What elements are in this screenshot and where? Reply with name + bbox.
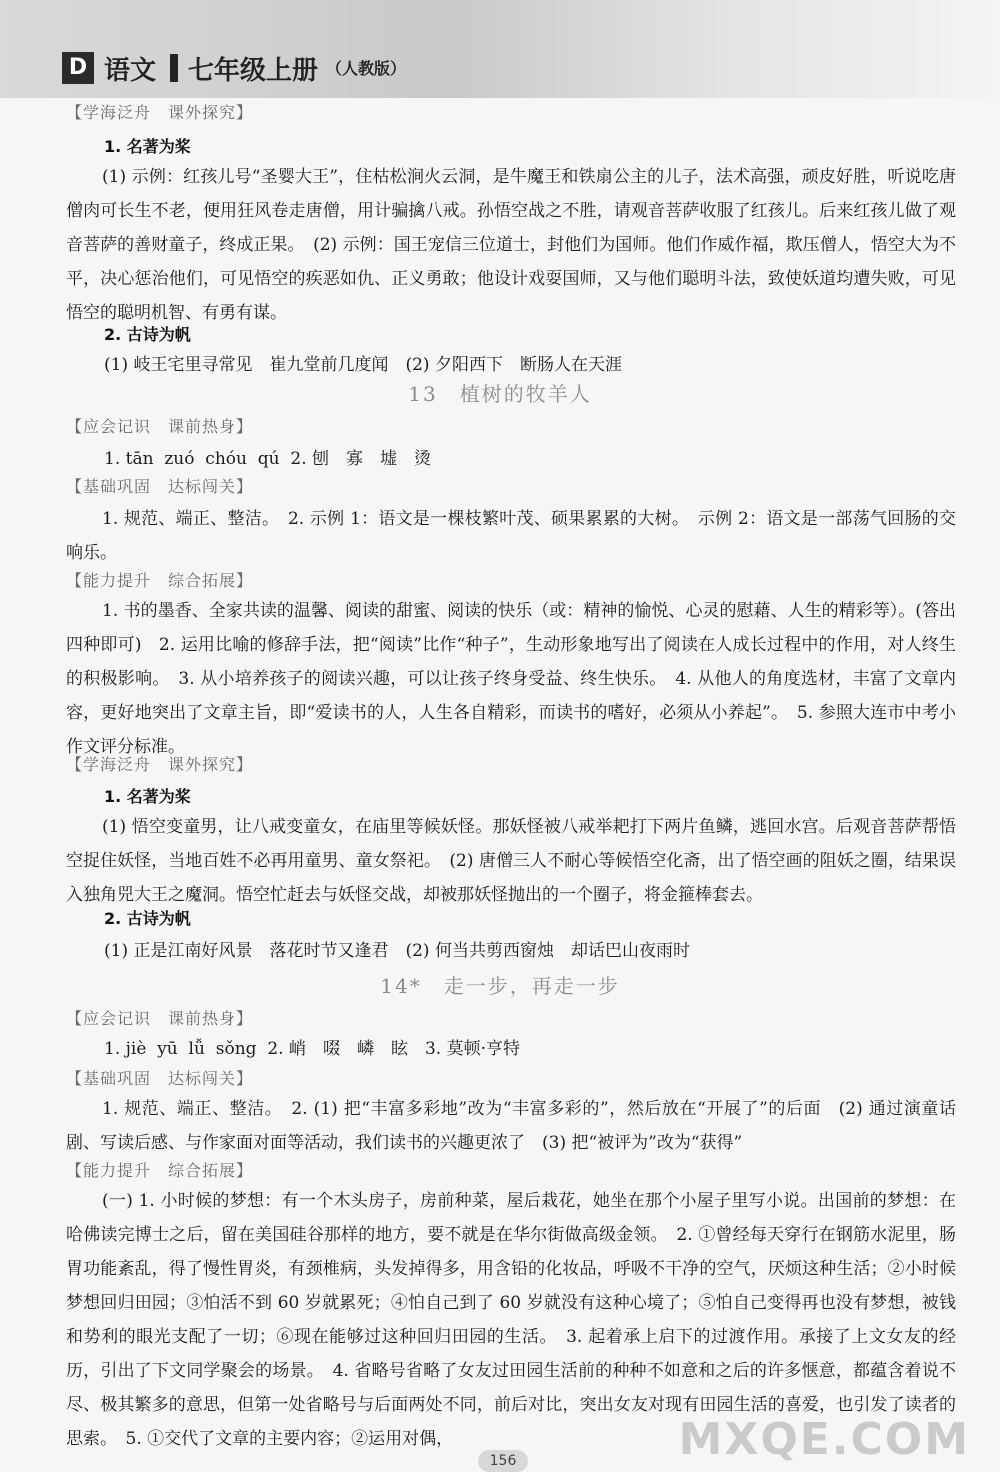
subheading: 2. 古诗为帆 (104, 909, 191, 928)
answer-paragraph: 1. 规范、端正、整洁。 2. (1) 把“丰富多彩地”改为“丰富多彩的”，然后放在“开展了”的后面 (2) 通过演童话剧、写读后感、与作家面对面等活动，我们读书的兴趣更浓了 (3) 把“被评为”改为“获得” (66, 1099, 956, 1153)
section-label: 【应会记识 课前热身】 (66, 417, 254, 436)
header-divider (170, 54, 178, 82)
section-label: 【基础巩固 达标闯关】 (66, 477, 254, 496)
series-badge: D (62, 52, 94, 84)
lesson-title: 14* 走一步，再走一步 (380, 974, 620, 998)
answer-line: (1) 正是江南好风景 落花时节又逢君 (2) 何当共剪西窗烛 却话巴山夜雨时 (104, 941, 690, 961)
answer-line: 1. jiè yū lǚ sǒng 2. 峭 啜 嶙 眩 3. 莫顿·亨特 (104, 1039, 521, 1059)
edition-label: （人教版） (326, 59, 407, 78)
section-label: 【学海泛舟 课外探究】 (66, 103, 254, 122)
section-label: 【基础巩固 达标闯关】 (66, 1069, 254, 1088)
section-label: 【能力提升 综合拓展】 (66, 571, 254, 590)
answer-paragraph: 1. 规范、端正、整洁。 2. 示例 1：语文是一棵枝繁叶茂、硕果累累的大树。 示例 2：语文是一部荡气回肠的交响乐。 (66, 509, 956, 563)
answer-paragraph: (一) 1. 小时候的梦想：有一个木头房子，房前种菜，屋后栽花，她坐在那个小屋子里写小说。出国前的梦想：在哈佛读完博士之后，留在美国硅谷那样的地方，要不就是在华尔街做高级金领。 2. ①曾经每天穿行在钢筋水泥里，肠胃功能紊乱，得了慢性胃炎，有颈椎病，头发掉得多，用含铅的化妆品，呼吸不干净的空气，厌烦这种生活；②小时候梦想回归田园；③怕活不到 60 岁就累死；④怕自己到了 60 岁就没有这种心境了；⑤怕自己变得再也没有梦想，被钱和势利的眼光支配了一切；⑥现在能够过这种回归田园的生活。 3. 起着承上启下的过渡作用。承接了上文女友的经历，引出了下文同学聚会的场景。 4. 省略号省略了女友过田园生活前的种种不如意和之后的许多惬意，都蕴含着说不尽、极其繁多的意思，但第一处省略号与后面两处不同，前后对比，突出女友对现有田园生活的喜爱，也引发了读者的思索。 5. ①交代了文章的主要内容；②运用对偶， (66, 1191, 956, 1449)
page-number: 156 (478, 1450, 528, 1472)
grade-label: 七年级上册 (188, 56, 319, 86)
section-label: 【能力提升 综合拓展】 (66, 1161, 254, 1180)
section-label: 【学海泛舟 课外探究】 (66, 755, 254, 774)
subheading: 2. 古诗为帆 (104, 325, 191, 344)
answer-paragraph: (1) 悟空变童男，让八戒变童女，在庙里等候妖怪。那妖怪被八戒举耙打下两片鱼鳞，逃回水宫。后观音菩萨帮悟空捉住妖怪，当地百姓不必再用童男、童女祭祀。 (2) 唐僧三人不耐心等候悟空化斋，出了悟空画的阻妖之圈，结果误入独角兕大王之魔洞。悟空忙赶去与妖怪交战，却被那妖怪抛出的一个圈子，将金箍棒套去。 (66, 817, 956, 905)
lesson-title: 13 植树的牧羊人 (408, 382, 592, 406)
answer-line: 1. tān zuó chóu qú 2. 刨 寡 墟 烫 (104, 449, 432, 469)
section-label: 【应会记识 课前热身】 (66, 1009, 254, 1028)
subheading: 1. 名著为桨 (104, 787, 191, 806)
subject-label: 语文 (104, 56, 157, 86)
watermark-text: MXQE.COM (678, 1414, 970, 1465)
answer-paragraph: 1. 书的墨香、全家共读的温馨、阅读的甜蜜、阅读的快乐（或：精神的愉悦、心灵的慰藉、人生的精彩等）。(答出四种即可) 2. 运用比喻的修辞手法，把“阅读”比作“种子”，生动形象地写出了阅读在人成长过程中的作用，对人终生的积极影响。 3. 从小培养孩子的阅读兴趣，可以让孩子终身受益、终生快乐。 4. 从他人的角度选材，丰富了文章内容，更好地突出了文章主旨，即“爱读书的人，人生各自精彩，而读书的嗜好，必须从小养起”。 5. 参照大连市中考小作文评分标准。 (66, 601, 956, 757)
answer-paragraph: (1) 示例：红孩儿号“圣婴大王”，住枯松涧火云洞，是牛魔王和铁扇公主的儿子，法术高强，顽皮好胜，听说吃唐僧肉可长生不老，便用狂风卷走唐僧，用计骗擒八戒。孙悟空战之不胜，请观音菩萨收服了红孩儿。后来红孩儿做了观音菩萨的善财童子，终成正果。 (2) 示例：国王宠信三位道士，封他们为国师。他们作威作福，欺压僧人，悟空大为不平，决心惩治他们，可见悟空的疾恶如仇、正义勇敢；他设计戏耍国师，又与他们聪明斗法，致使妖道均遭失败，可见悟空的聪明机智、有勇有谋。 (66, 167, 956, 323)
page-header (0, 0, 1000, 98)
answer-line: (1) 岐王宅里寻常见 崔九堂前几度闻 (2) 夕阳西下 断肠人在天涯 (104, 355, 622, 375)
subheading: 1. 名著为桨 (104, 137, 191, 156)
